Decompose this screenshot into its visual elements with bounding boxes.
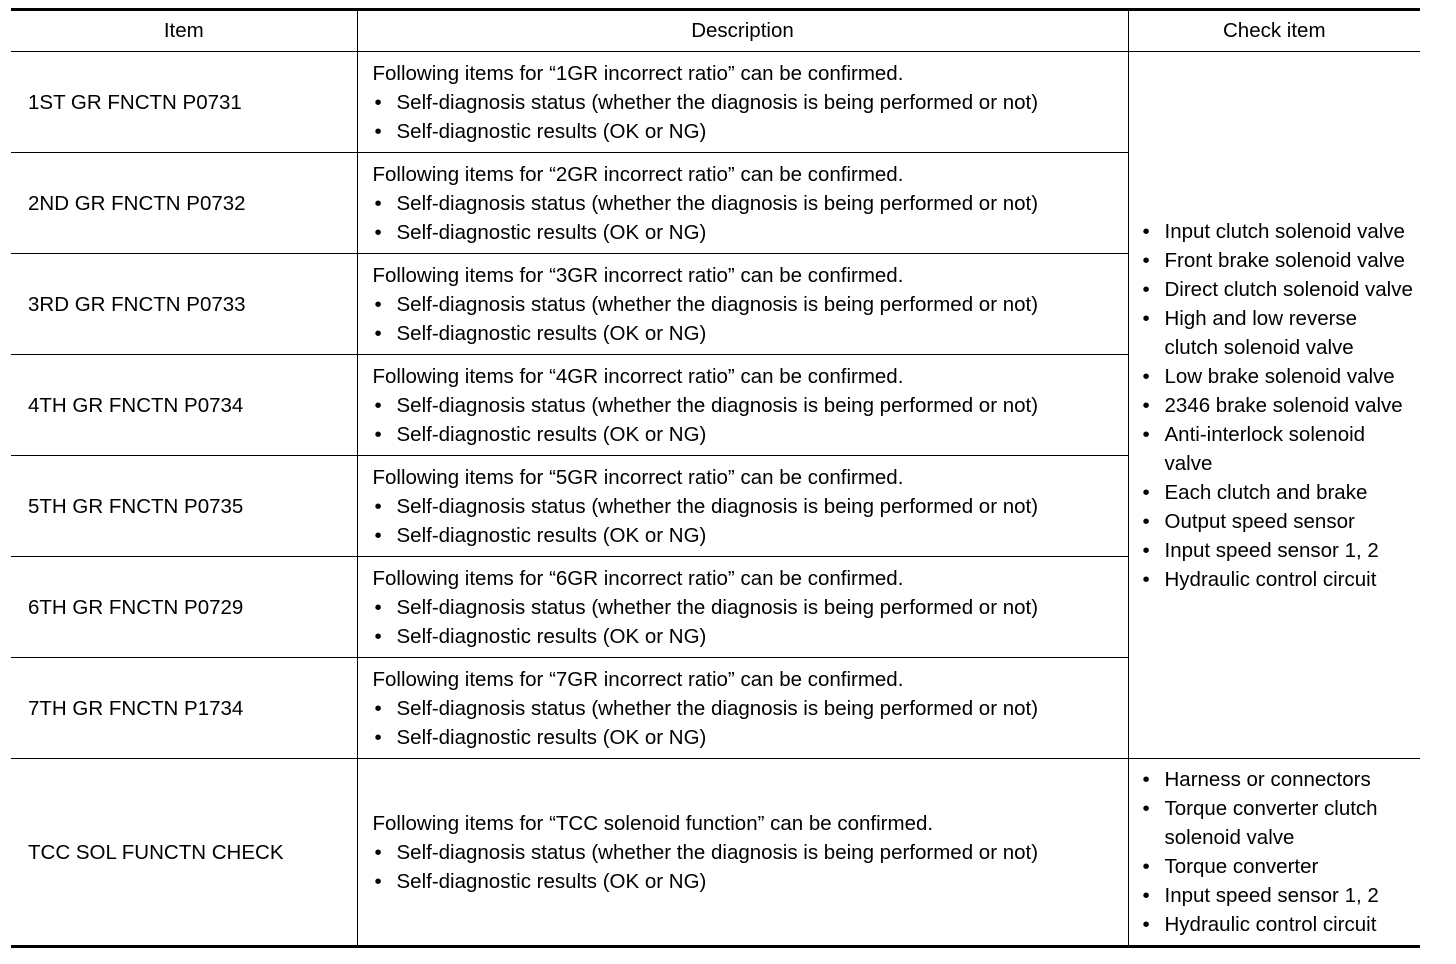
check-item-bullet: • Each clutch and brake xyxy=(1141,478,1417,507)
item-cell: 6TH GR FNCTN P0729 xyxy=(11,557,357,658)
description-lead: Following items for “4GR incorrect ratio” can be confirmed. xyxy=(372,364,904,388)
description-bullet: • Self-diagnostic results (OK or NG) xyxy=(373,867,1128,896)
header-item: Item xyxy=(11,10,357,52)
description-bullet: • Self-diagnostic results (OK or NG) xyxy=(373,218,1128,247)
table-row xyxy=(11,52,1420,153)
item-cell: 4TH GR FNCTN P0734 xyxy=(11,355,357,456)
description-bullet: • Self-diagnostic results (OK or NG) xyxy=(373,420,1128,449)
check-item-bullet: • Input speed sensor 1, 2 xyxy=(1141,536,1417,565)
description-cell xyxy=(357,254,1128,355)
description-bullet: • Self-diagnosis status (whether the diagnosis is being performed or not) xyxy=(373,189,1128,218)
header-row xyxy=(11,10,1420,52)
check-item-bullet: • Torque converter xyxy=(1141,852,1417,881)
description-lead: Following items for “TCC solenoid function” can be confirmed. xyxy=(372,811,934,835)
description-lead: Following items for “6GR incorrect ratio” can be confirmed. xyxy=(372,566,904,590)
check-item-bullet: • Hydraulic control circuit xyxy=(1141,910,1417,939)
description-cell xyxy=(357,759,1128,947)
description-lead: Following items for “1GR incorrect ratio” can be confirmed. xyxy=(372,61,904,85)
description-cell xyxy=(357,658,1128,759)
check-item-cell-tcc xyxy=(1128,759,1420,947)
item-cell: 7TH GR FNCTN P1734 xyxy=(11,658,357,759)
check-item-bullet: • Input speed sensor 1, 2 xyxy=(1141,881,1417,910)
check-item-bullet: • Hydraulic control circuit xyxy=(1141,565,1417,594)
description-cell xyxy=(357,153,1128,254)
header-description: Description xyxy=(357,10,1128,52)
description-bullet: • Self-diagnostic results (OK or NG) xyxy=(373,521,1128,550)
check-item-bullet: • Front brake solenoid valve xyxy=(1141,246,1417,275)
check-item-cell-gears xyxy=(1128,52,1420,759)
check-item-bullet: • 2346 brake solenoid valve xyxy=(1141,391,1417,420)
description-bullet: • Self-diagnosis status (whether the diagnosis is being performed or not) xyxy=(373,290,1128,319)
item-cell: 5TH GR FNCTN P0735 xyxy=(11,456,357,557)
description-bullet: • Self-diagnosis status (whether the diagnosis is being performed or not) xyxy=(373,88,1128,117)
description-bullet: • Self-diagnosis status (whether the diagnosis is being performed or not) xyxy=(373,593,1128,622)
description-lead: Following items for “5GR incorrect ratio” can be confirmed. xyxy=(372,465,904,489)
header-check-item: Check item xyxy=(1128,10,1420,52)
item-cell: TCC SOL FUNCTN CHECK xyxy=(28,840,284,864)
description-bullet: • Self-diagnostic results (OK or NG) xyxy=(373,622,1128,651)
diagnosis-table xyxy=(11,8,1420,948)
description-lead: Following items for “7GR incorrect ratio” can be confirmed. xyxy=(372,667,904,691)
description-cell xyxy=(357,52,1128,153)
description-bullet: • Self-diagnosis status (whether the diagnosis is being performed or not) xyxy=(373,492,1128,521)
description-bullet: • Self-diagnosis status (whether the diagnosis is being performed or not) xyxy=(373,838,1128,867)
table-row xyxy=(11,759,1420,947)
check-item-bullet: • High and low reverse clutch solenoid valve xyxy=(1141,304,1417,362)
description-bullet: • Self-diagnosis status (whether the diagnosis is being performed or not) xyxy=(373,391,1128,420)
item-cell: 2ND GR FNCTN P0732 xyxy=(11,153,357,254)
description-bullet: • Self-diagnosis status (whether the diagnosis is being performed or not) xyxy=(373,694,1128,723)
description-lead: Following items for “3GR incorrect ratio” can be confirmed. xyxy=(372,263,904,287)
check-item-bullet: • Torque converter clutch solenoid valve xyxy=(1141,794,1417,852)
check-item-bullet: • Output speed sensor xyxy=(1141,507,1417,536)
check-item-bullet: • Input clutch solenoid valve xyxy=(1141,217,1417,246)
description-bullet: • Self-diagnostic results (OK or NG) xyxy=(373,117,1128,146)
item-cell: 1ST GR FNCTN P0731 xyxy=(11,52,357,153)
description-lead: Following items for “2GR incorrect ratio” can be confirmed. xyxy=(372,162,904,186)
description-cell xyxy=(357,557,1128,658)
check-item-bullet: • Harness or connectors xyxy=(1141,765,1417,794)
description-cell xyxy=(357,456,1128,557)
check-item-bullet: • Low brake solenoid valve xyxy=(1141,362,1417,391)
description-bullet: • Self-diagnostic results (OK or NG) xyxy=(373,723,1128,752)
item-cell: 3RD GR FNCTN P0733 xyxy=(11,254,357,355)
description-bullet: • Self-diagnostic results (OK or NG) xyxy=(373,319,1128,348)
check-item-bullet: • Direct clutch solenoid valve xyxy=(1141,275,1417,304)
check-item-bullet: • Anti-interlock solenoid valve xyxy=(1141,420,1417,478)
description-cell xyxy=(357,355,1128,456)
